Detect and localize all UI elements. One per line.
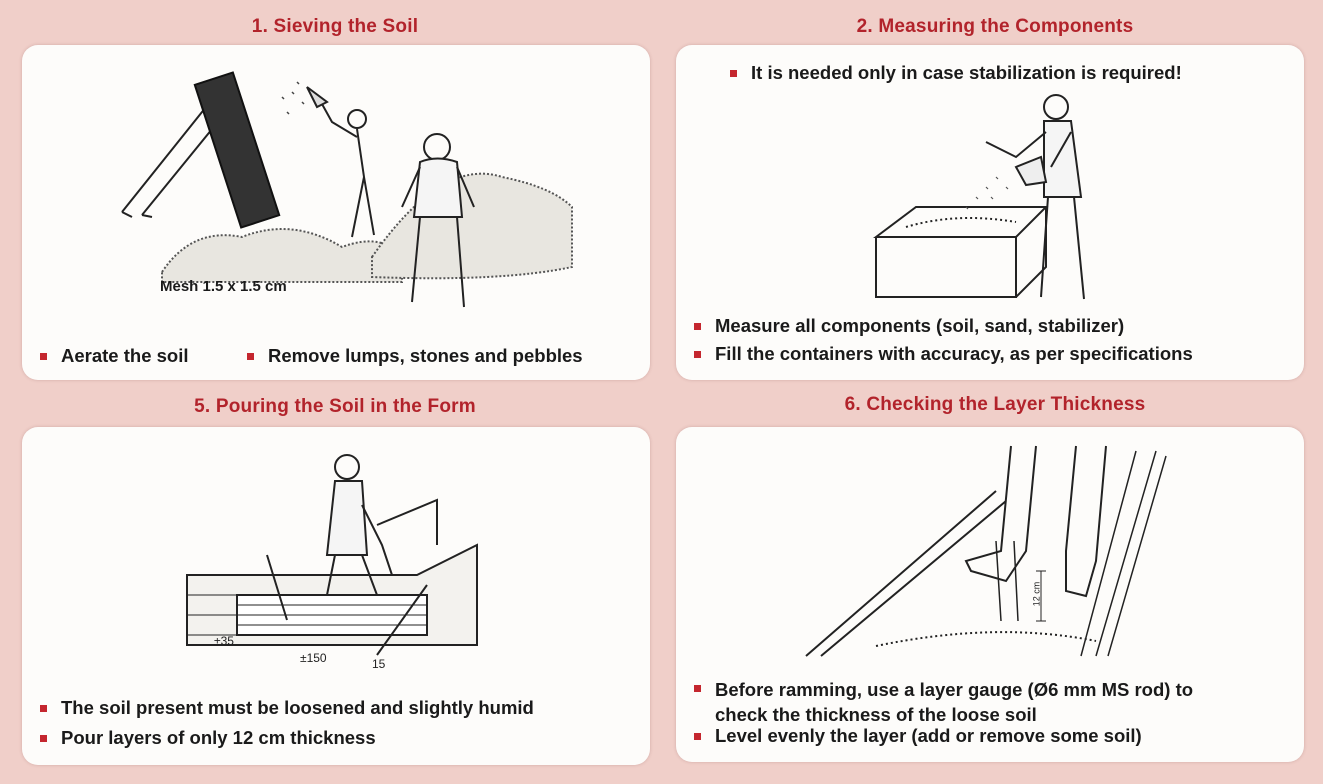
dimension-label: 15 bbox=[372, 657, 386, 671]
bullet-marker bbox=[40, 353, 47, 360]
bullet-text: The soil present must be loosened and slightly humid bbox=[61, 697, 534, 718]
measuring-bullet-1 bbox=[694, 315, 1124, 337]
dimension-label: ±150 bbox=[300, 651, 327, 665]
bullet-marker bbox=[247, 353, 254, 360]
layer-check-bullet-1 bbox=[694, 677, 1245, 727]
measuring-illustration bbox=[866, 87, 1126, 312]
section-title-sieving: 1. Sieving the Soil bbox=[251, 16, 419, 37]
panel-sieving bbox=[22, 45, 650, 380]
section-title-pouring: 5. Pouring the Soil in the Form bbox=[194, 396, 476, 417]
bullet-text: Level evenly the layer (add or remove some soil) bbox=[715, 725, 1142, 746]
pouring-bullet-1 bbox=[40, 697, 534, 719]
section-title-measuring: 2. Measuring the Components bbox=[856, 16, 1134, 37]
panel-layer-check bbox=[676, 427, 1304, 762]
bullet-text: Aerate the soil bbox=[61, 345, 189, 366]
bullet-marker bbox=[694, 351, 701, 358]
panel-measuring bbox=[676, 45, 1304, 380]
bullet-text: It is needed only in case stabilization is required! bbox=[751, 62, 1182, 83]
bullet-marker bbox=[694, 685, 701, 692]
bullet-text: Before ramming, use a layer gauge (Ø6 mm MS rod) to check the thickness of the loose soil bbox=[715, 679, 1194, 725]
layer-check-illustration bbox=[796, 441, 1176, 661]
bullet-text: Remove lumps, stones and pebbles bbox=[268, 345, 583, 366]
sieving-illustration bbox=[102, 67, 582, 347]
bullet-text: Pour layers of only 12 cm thickness bbox=[61, 727, 376, 748]
bullet-marker bbox=[40, 735, 47, 742]
dimension-label: ±35 bbox=[214, 634, 234, 648]
bullet-text: Measure all components (soil, sand, stabilizer) bbox=[715, 315, 1125, 336]
bullet-marker bbox=[694, 733, 701, 740]
bullet-marker bbox=[40, 705, 47, 712]
sieving-bullet-2 bbox=[247, 345, 583, 367]
panel-pouring bbox=[22, 427, 650, 765]
pouring-bullet-2 bbox=[40, 727, 376, 749]
measuring-top-note bbox=[730, 62, 1182, 84]
gauge-dimension-label: 12 cm bbox=[1031, 581, 1042, 607]
sieve-mesh-caption: Mesh 1.5 x 1.5 cm bbox=[160, 278, 287, 295]
layer-check-bullet-2 bbox=[694, 725, 1142, 747]
measuring-bullet-2 bbox=[694, 343, 1193, 365]
section-title-layer-check: 6. Checking the Layer Thickness bbox=[844, 394, 1146, 415]
bullet-marker bbox=[730, 70, 737, 77]
bullet-marker bbox=[694, 323, 701, 330]
sieving-bullet-1 bbox=[40, 345, 189, 367]
bullet-text: Fill the containers with accuracy, as per specifications bbox=[715, 343, 1193, 364]
